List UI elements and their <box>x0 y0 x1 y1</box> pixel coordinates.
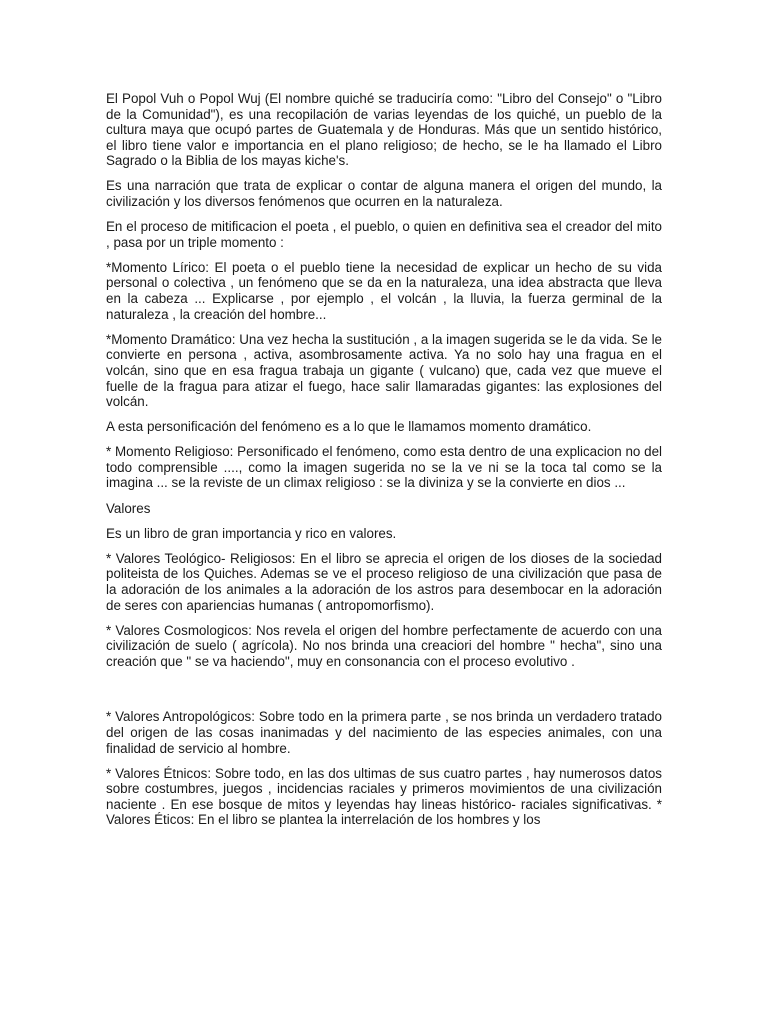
document-body <box>106 91 662 838</box>
paragraph-momento-religioso: * Momento Religioso: Personificado el fenómeno, como esta dentro de una explicacion no del todo comprensible ...., como la imagen sugerida no se la ve ni se la toca tal como se la imagina ... se la reviste de un climax religioso : se la diviniza y se la convierte en dios ... <box>106 444 662 491</box>
paragraph-valores-teologicos: * Valores Teológico- Religiosos: En el libro se aprecia el origen de los dioses de la sociedad politeista de los Quiches. Ademas se ve el proceso religioso de una civilización que pasa de la adoración de los animales a la adoración de los astros para desembocar en la adoración de seres con apariencias humanas ( antropomorfismo). <box>106 550 662 613</box>
paragraph-momento-dramatico: *Momento Dramático: Una vez hecha la sustitución , a la imagen sugerida se le da vida. Se le convierte en persona , activa, asombrosamente activa. Ya no solo hay una fragua en el volcán, sino que en esa fragua trabaja un gigante ( vulcano) que, cada vez que mueve el fuelle de la fragua para atizar el fuego, hace salir llamaradas gigantes: las explosiones del volcán. <box>106 331 663 410</box>
paragraph-intro: El Popol Vuh o Popol Wuj (El nombre quiché se traduciría como: "Libro del Consejo" o "Libro de la Comunidad"), es una recopilación de varias leyendas de los quiché, un pueblo de la cultura maya que ocupó partes de Guatemala y de Honduras. Más que un sentido histórico, el libro tiene valor e importancia en el plano religioso; de hecho, se le ha llamado el Libro Sagrado o la Biblia de los mayas kiche's. <box>106 91 662 169</box>
paragraph-valores-cosmologicos: * Valores Cosmologicos: Nos revela el origen del hombre perfectamente de acuerdo con una civilización de suelo ( agrícola). No nos brinda una creaciori del hombre " hecha", sino una creación que " se va haciendo", muy en consonancia con el proceso evolutivo . <box>106 622 662 669</box>
paragraph-valores-etnicos: * Valores Étnicos: Sobre todo, en las dos ultimas de sus cuatro partes , hay numerosos datos sobre costumbres, juegos , incidencias raciales y primeros movimientos de una civilización naciente . En ese bosque de mitos y leyendas hay lineas histórico- raciales significativas. * Valores Éticos: En el libro se plantea la interrelación de los hombres y los <box>106 765 662 828</box>
paragraph-momento-lirico: *Momento Lírico: El poeta o el pueblo tiene la necesidad de explicar un hecho de su vida personal o colectiva , un fenómeno que se da en la naturaleza, una idea abstracta que lleva en la cabeza ... Explicarse , por ejemplo , el volcán , la lluvia, la fuerza germinal de la naturaleza , la creación del hombre... <box>106 259 662 322</box>
paragraph-valores-antropologicos: * Valores Antropológicos: Sobre todo en la primera parte , se nos brinda un verdadero tratado del origen de las cosas inanimadas y del nacimiento de las especies animales, con una finalidad de servicio al hombre. <box>106 709 662 756</box>
paragraph-narration: Es una narración que trata de explicar o contar de alguna manera el origen del mundo, la civilización y los diversos fenómenos que ocurren en la naturaleza. <box>106 178 662 210</box>
section-heading-valores: Valores <box>106 500 151 516</box>
paragraph-personificacion: A esta personificación del fenómeno es a lo que le llamamos momento dramático. <box>106 419 592 435</box>
paragraph-mitificacion: En el proceso de mitificacion el poeta , el pueblo, o quien en definitiva sea el creador del mito , pasa por un triple momento : <box>106 219 662 250</box>
paragraph-valores-intro: Es un libro de gran importancia y rico en valores. <box>106 525 397 541</box>
